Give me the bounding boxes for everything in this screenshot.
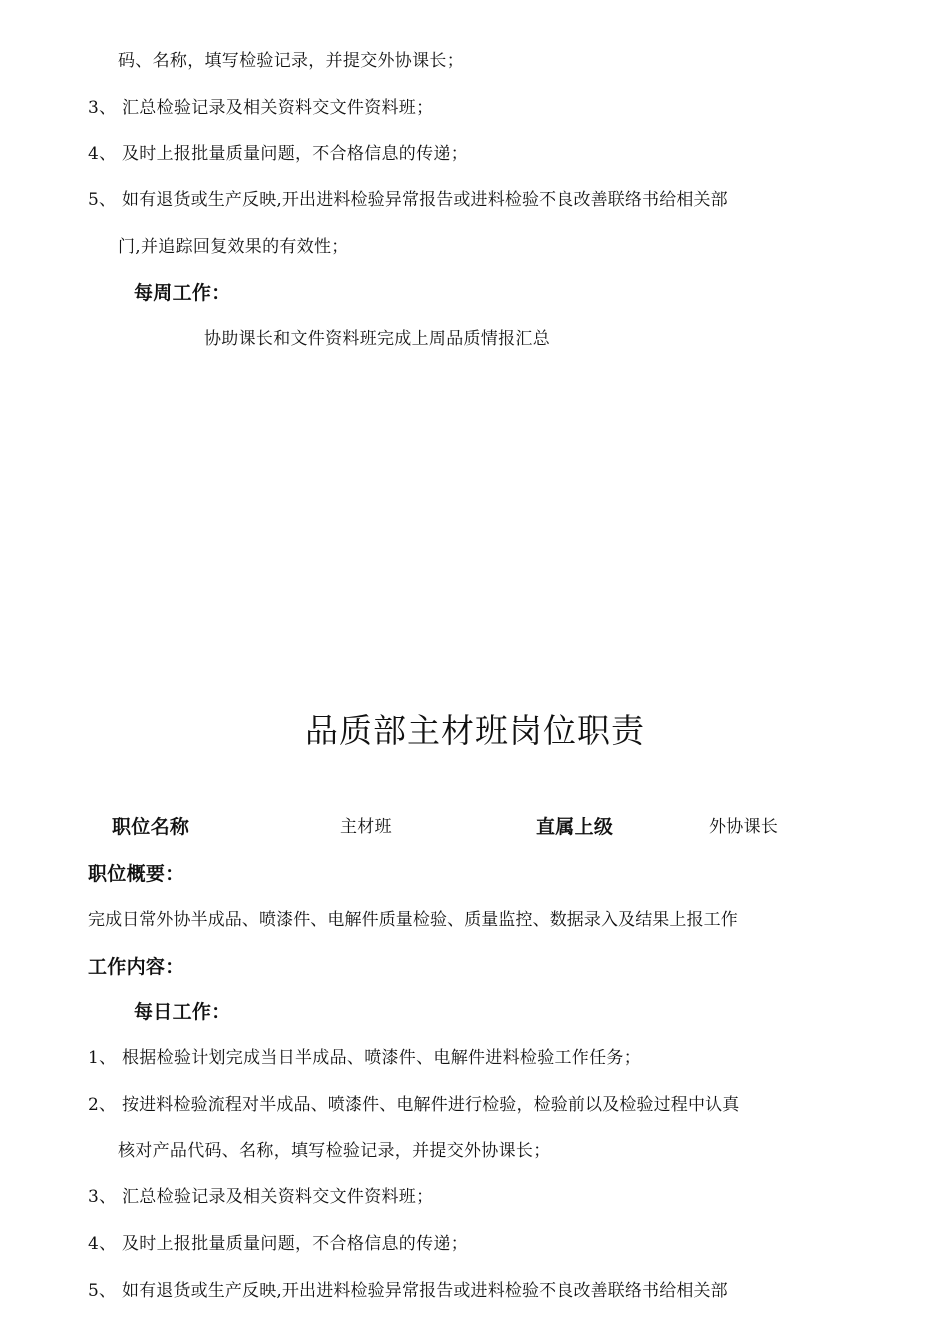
list-number: 3、 <box>88 98 117 118</box>
list-text: 汇总检验记录及相关资料交文件资料班； <box>122 98 434 118</box>
daily-heading: 每日工作： <box>134 1001 231 1023</box>
page-title: 品质部主材班岗位职责 <box>305 711 645 750</box>
list-item-5 <box>88 1280 728 1302</box>
top-list-item-4 <box>88 143 468 165</box>
list-item-4 <box>88 1233 468 1255</box>
position-name-label: 职位名称 <box>112 816 190 838</box>
list-number: 5、 <box>88 190 117 210</box>
weekly-text-top: 协助课长和文件资料班完成上周品质情报汇总 <box>204 329 550 349</box>
list-text: 如有退货或生产反映,开出进料检验异常报告或进料检验不良改善联络书给相关部 <box>122 1281 728 1301</box>
top-list-item-5 <box>88 189 728 211</box>
list-text: 根据检验计划完成当日半成品、喷漆件、电解件进料检验工作任务； <box>122 1048 641 1068</box>
weekly-heading-top: 每周工作： <box>134 282 231 304</box>
list-number: 1、 <box>88 1048 117 1068</box>
list-item-2 <box>88 1094 739 1116</box>
list-item-1 <box>88 1047 641 1069</box>
superior-label: 直属上级 <box>536 816 614 838</box>
list-number: 4、 <box>88 144 117 164</box>
list-number: 3、 <box>88 1187 117 1207</box>
list-text: 如有退货或生产反映,开出进料检验异常报告或进料检验不良改善联络书给相关部 <box>122 190 728 210</box>
list-number: 4、 <box>88 1234 117 1254</box>
position-name-value: 主材班 <box>340 817 392 837</box>
list-number: 2、 <box>88 1095 117 1115</box>
top-list-item-3 <box>88 97 433 119</box>
top-item2-continuation: 码、名称，填写检验记录，并提交外协课长； <box>118 51 464 71</box>
content-heading: 工作内容： <box>88 956 185 978</box>
list-text: 及时上报批量质量问题，不合格信息的传递； <box>122 1234 468 1254</box>
item2-continuation: 核对产品代码、名称，填写检验记录，并提交外协课长； <box>118 1141 551 1161</box>
list-item-3 <box>88 1186 433 1208</box>
list-text: 汇总检验记录及相关资料交文件资料班； <box>122 1187 434 1207</box>
list-text: 及时上报批量质量问题，不合格信息的传递； <box>122 144 468 164</box>
top-item5-continuation: 门,并追踪回复效果的有效性； <box>118 237 349 257</box>
list-text: 按进料检验流程对半成品、喷漆件、电解件进行检验，检验前以及检验过程中认真 <box>122 1095 740 1115</box>
superior-value: 外协课长 <box>709 817 779 837</box>
list-number: 5、 <box>88 1281 117 1301</box>
summary-text: 完成日常外协半成品、喷漆件、电解件质量检验、质量监控、数据录入及结果上报工作 <box>88 910 738 930</box>
summary-heading: 职位概要： <box>88 863 185 885</box>
